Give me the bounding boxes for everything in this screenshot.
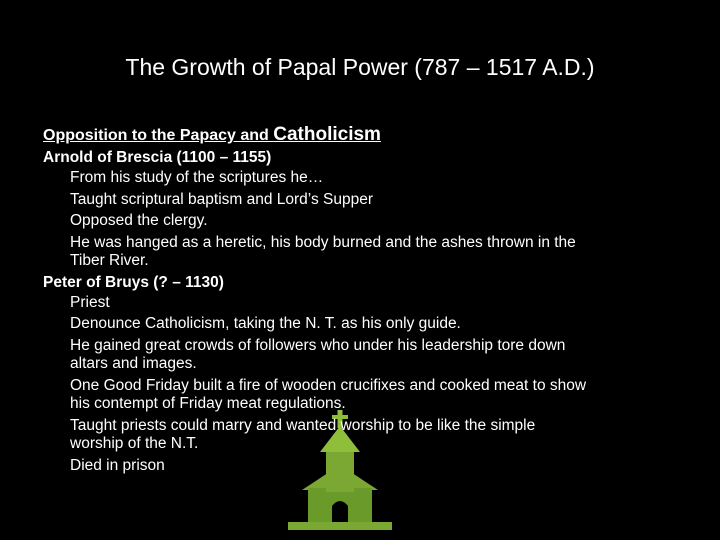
bullet-point bbox=[70, 294, 693, 313]
bullet-line: Priest bbox=[70, 293, 110, 311]
bullet-point bbox=[70, 457, 693, 476]
bullet-line: Denounce Catholicism, taking the N. T. as his only guide. bbox=[70, 315, 461, 332]
person-heading: Peter of Bruys (? – 1130) bbox=[43, 273, 224, 291]
bullet-point bbox=[70, 234, 693, 271]
bullet-line: his contempt of Friday meat regulations. bbox=[70, 395, 346, 412]
bullet-point bbox=[70, 212, 693, 231]
slide-title: The Growth of Papal Power (787 – 1517 A.D.) bbox=[125, 54, 595, 80]
bullet-line: Opposed the clergy. bbox=[70, 212, 208, 229]
slide-content bbox=[43, 125, 693, 478]
bullet-line: Taught priests could marry and wanted worship to be like the simple bbox=[70, 416, 536, 434]
bullet-line: From his study of the scriptures he… bbox=[70, 169, 324, 186]
bullet-point bbox=[70, 169, 693, 188]
bullet-line: Tiber River. bbox=[70, 252, 149, 269]
bullet-point bbox=[70, 377, 693, 414]
heading-emphasis: Catholicism bbox=[273, 124, 381, 145]
bullet-point bbox=[70, 417, 693, 454]
bullet-point bbox=[70, 315, 693, 334]
person-heading: Arnold of Brescia (1100 – 1155) bbox=[43, 149, 272, 166]
bullet-line: Taught scriptural baptism and Lord’s Supper bbox=[70, 190, 373, 208]
bullet-line: One Good Friday built a fire of wooden crucifixes and cooked meat to show bbox=[70, 376, 587, 394]
bullet-line: Died in prison bbox=[70, 456, 165, 474]
sections-list bbox=[43, 149, 693, 475]
bullet-line: worship of the N.T. bbox=[70, 435, 199, 452]
bullet-point bbox=[70, 337, 693, 374]
heading-text: Opposition to the Papacy and bbox=[43, 127, 274, 144]
bullet-point bbox=[70, 191, 693, 210]
bullet-line: He was hanged as a heretic, his body burned and the ashes thrown in the bbox=[70, 233, 576, 251]
bullet-line: He gained great crowds of followers who under his leadership tore down bbox=[70, 336, 566, 354]
section-heading bbox=[43, 125, 693, 146]
bullet-line: altars and images. bbox=[70, 355, 197, 372]
